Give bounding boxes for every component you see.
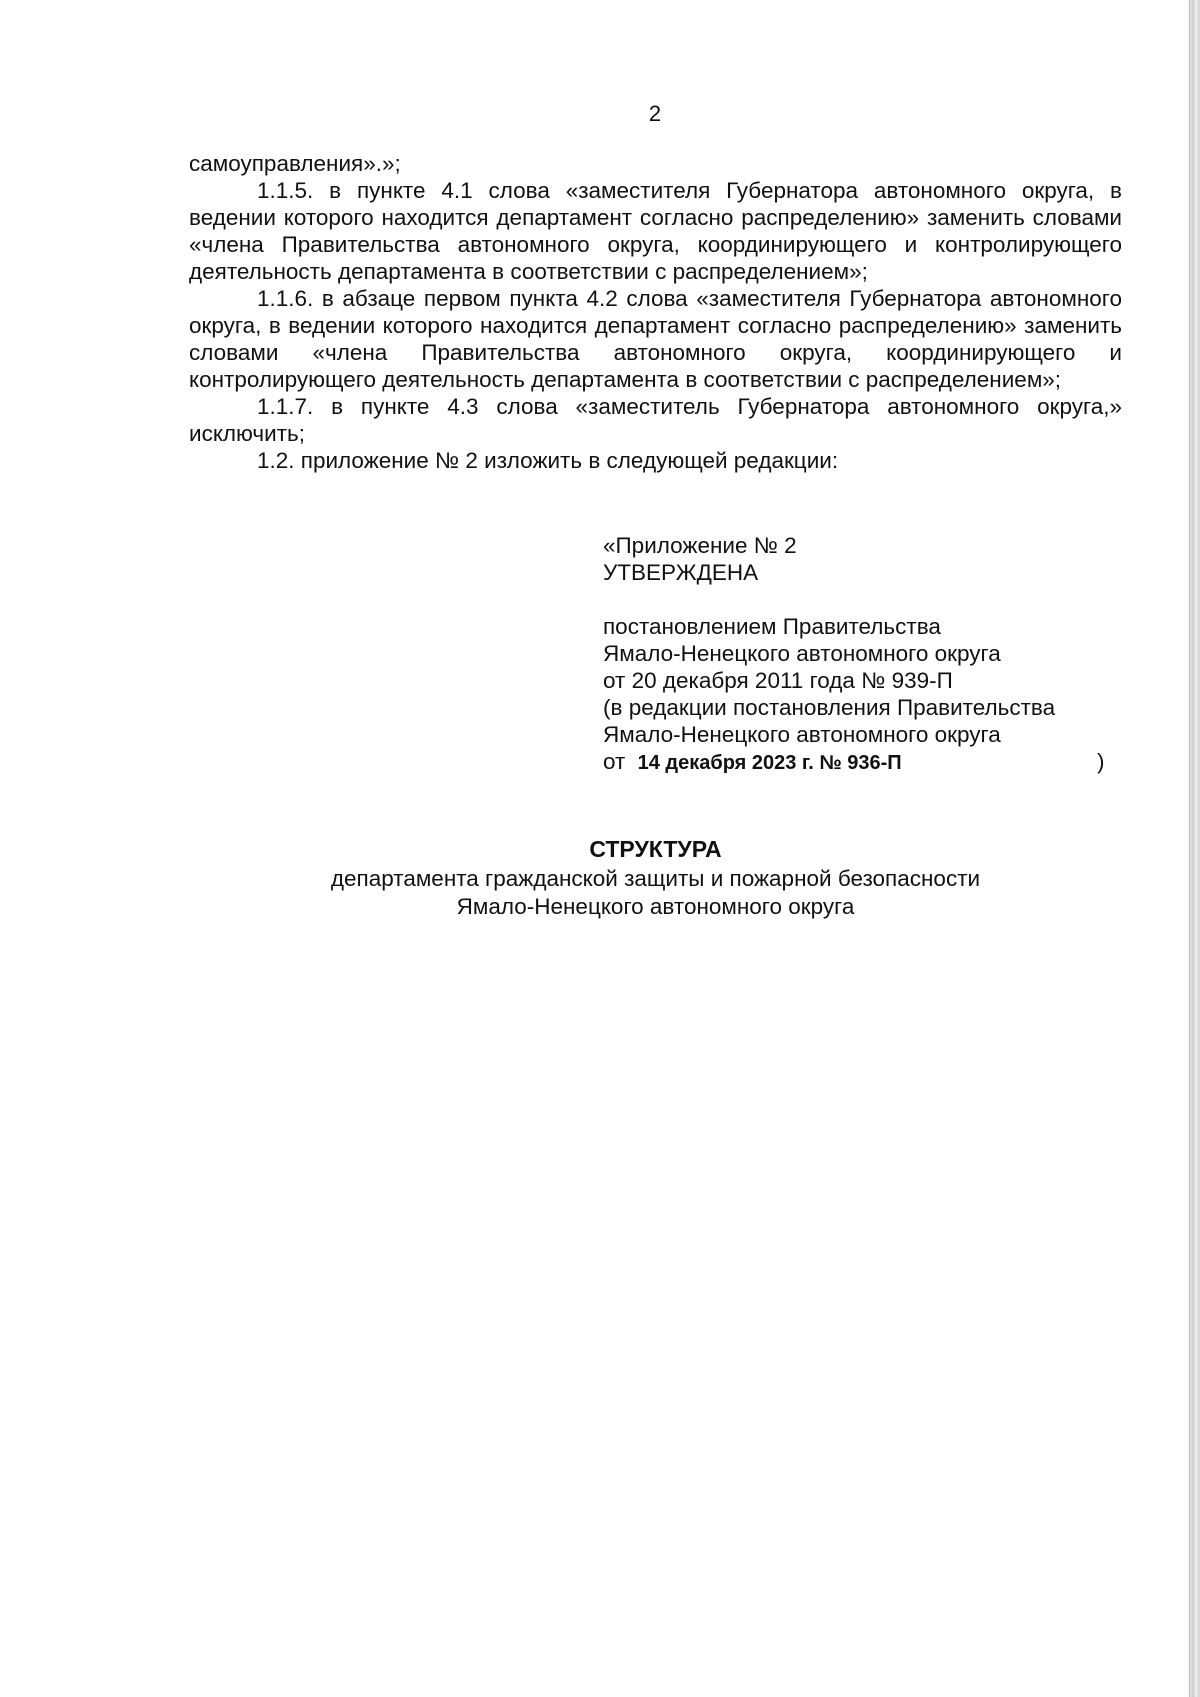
structure-subtitle-line-1: департамента гражданской защиты и пожарной безопасности bbox=[330, 866, 981, 891]
approval-line-2: Ямало-Ненецкого автономного округа bbox=[603, 641, 1001, 666]
approval-line-5: Ямало-Ненецкого автономного округа bbox=[603, 722, 1001, 747]
structure-heading: СТРУКТУРА bbox=[589, 836, 722, 862]
paragraph-1-1-7: 1.1.7. в пункте 4.3 слова «заместитель Губернатора автономного округа,» исключить; bbox=[189, 394, 1122, 446]
approval-line-4: (в редакции постановления Правительства bbox=[603, 695, 1056, 720]
spacer bbox=[603, 586, 1123, 613]
paragraph-1-2: 1.2. приложение № 2 изложить в следующей редакции: bbox=[257, 448, 839, 473]
date-value: 14 декабря 2023 г. № 936-П bbox=[637, 752, 902, 774]
paragraph-1-1-6: 1.1.6. в абзаце первом пункта 4.2 слова «заместителя Губернатора автономного округа, в ведении которого находится департамент согласно распределению» заменить словами «члена Правительства автономного округа, координирующего и контролирующего деятельность департамента в соответствии с распределением»; bbox=[189, 286, 1122, 392]
page-number: 2 bbox=[648, 101, 662, 126]
approval-line-1: постановлением Правительства bbox=[603, 614, 941, 639]
structure-subtitle-line-2: Ямало-Ненецкого автономного округа bbox=[456, 894, 855, 919]
date-suffix: ) bbox=[1097, 749, 1105, 774]
approved-label: УТВЕРЖДЕНА bbox=[603, 560, 759, 585]
approval-block bbox=[603, 532, 1123, 775]
body-text bbox=[189, 150, 1122, 474]
page-edge-shadow bbox=[1189, 0, 1200, 1697]
appendix-label: «Приложение № 2 bbox=[603, 533, 797, 558]
structure-heading-block bbox=[189, 835, 1122, 921]
date-prefix: от bbox=[603, 749, 626, 774]
approval-date-line bbox=[603, 748, 1123, 775]
paragraph-1-1-5: 1.1.5. в пункте 4.1 слова «заместителя Губернатора автономного округа, в ведении которого находится департамент согласно распределению» заменить словами «члена Правительства автономного округа, координирующего и контролирующего деятельность департамента в соответствии с распределением»; bbox=[189, 178, 1122, 284]
paragraph-continuation: самоуправления».»; bbox=[189, 151, 401, 176]
approval-line-3: от 20 декабря 2011 года № 939-П bbox=[603, 668, 953, 693]
